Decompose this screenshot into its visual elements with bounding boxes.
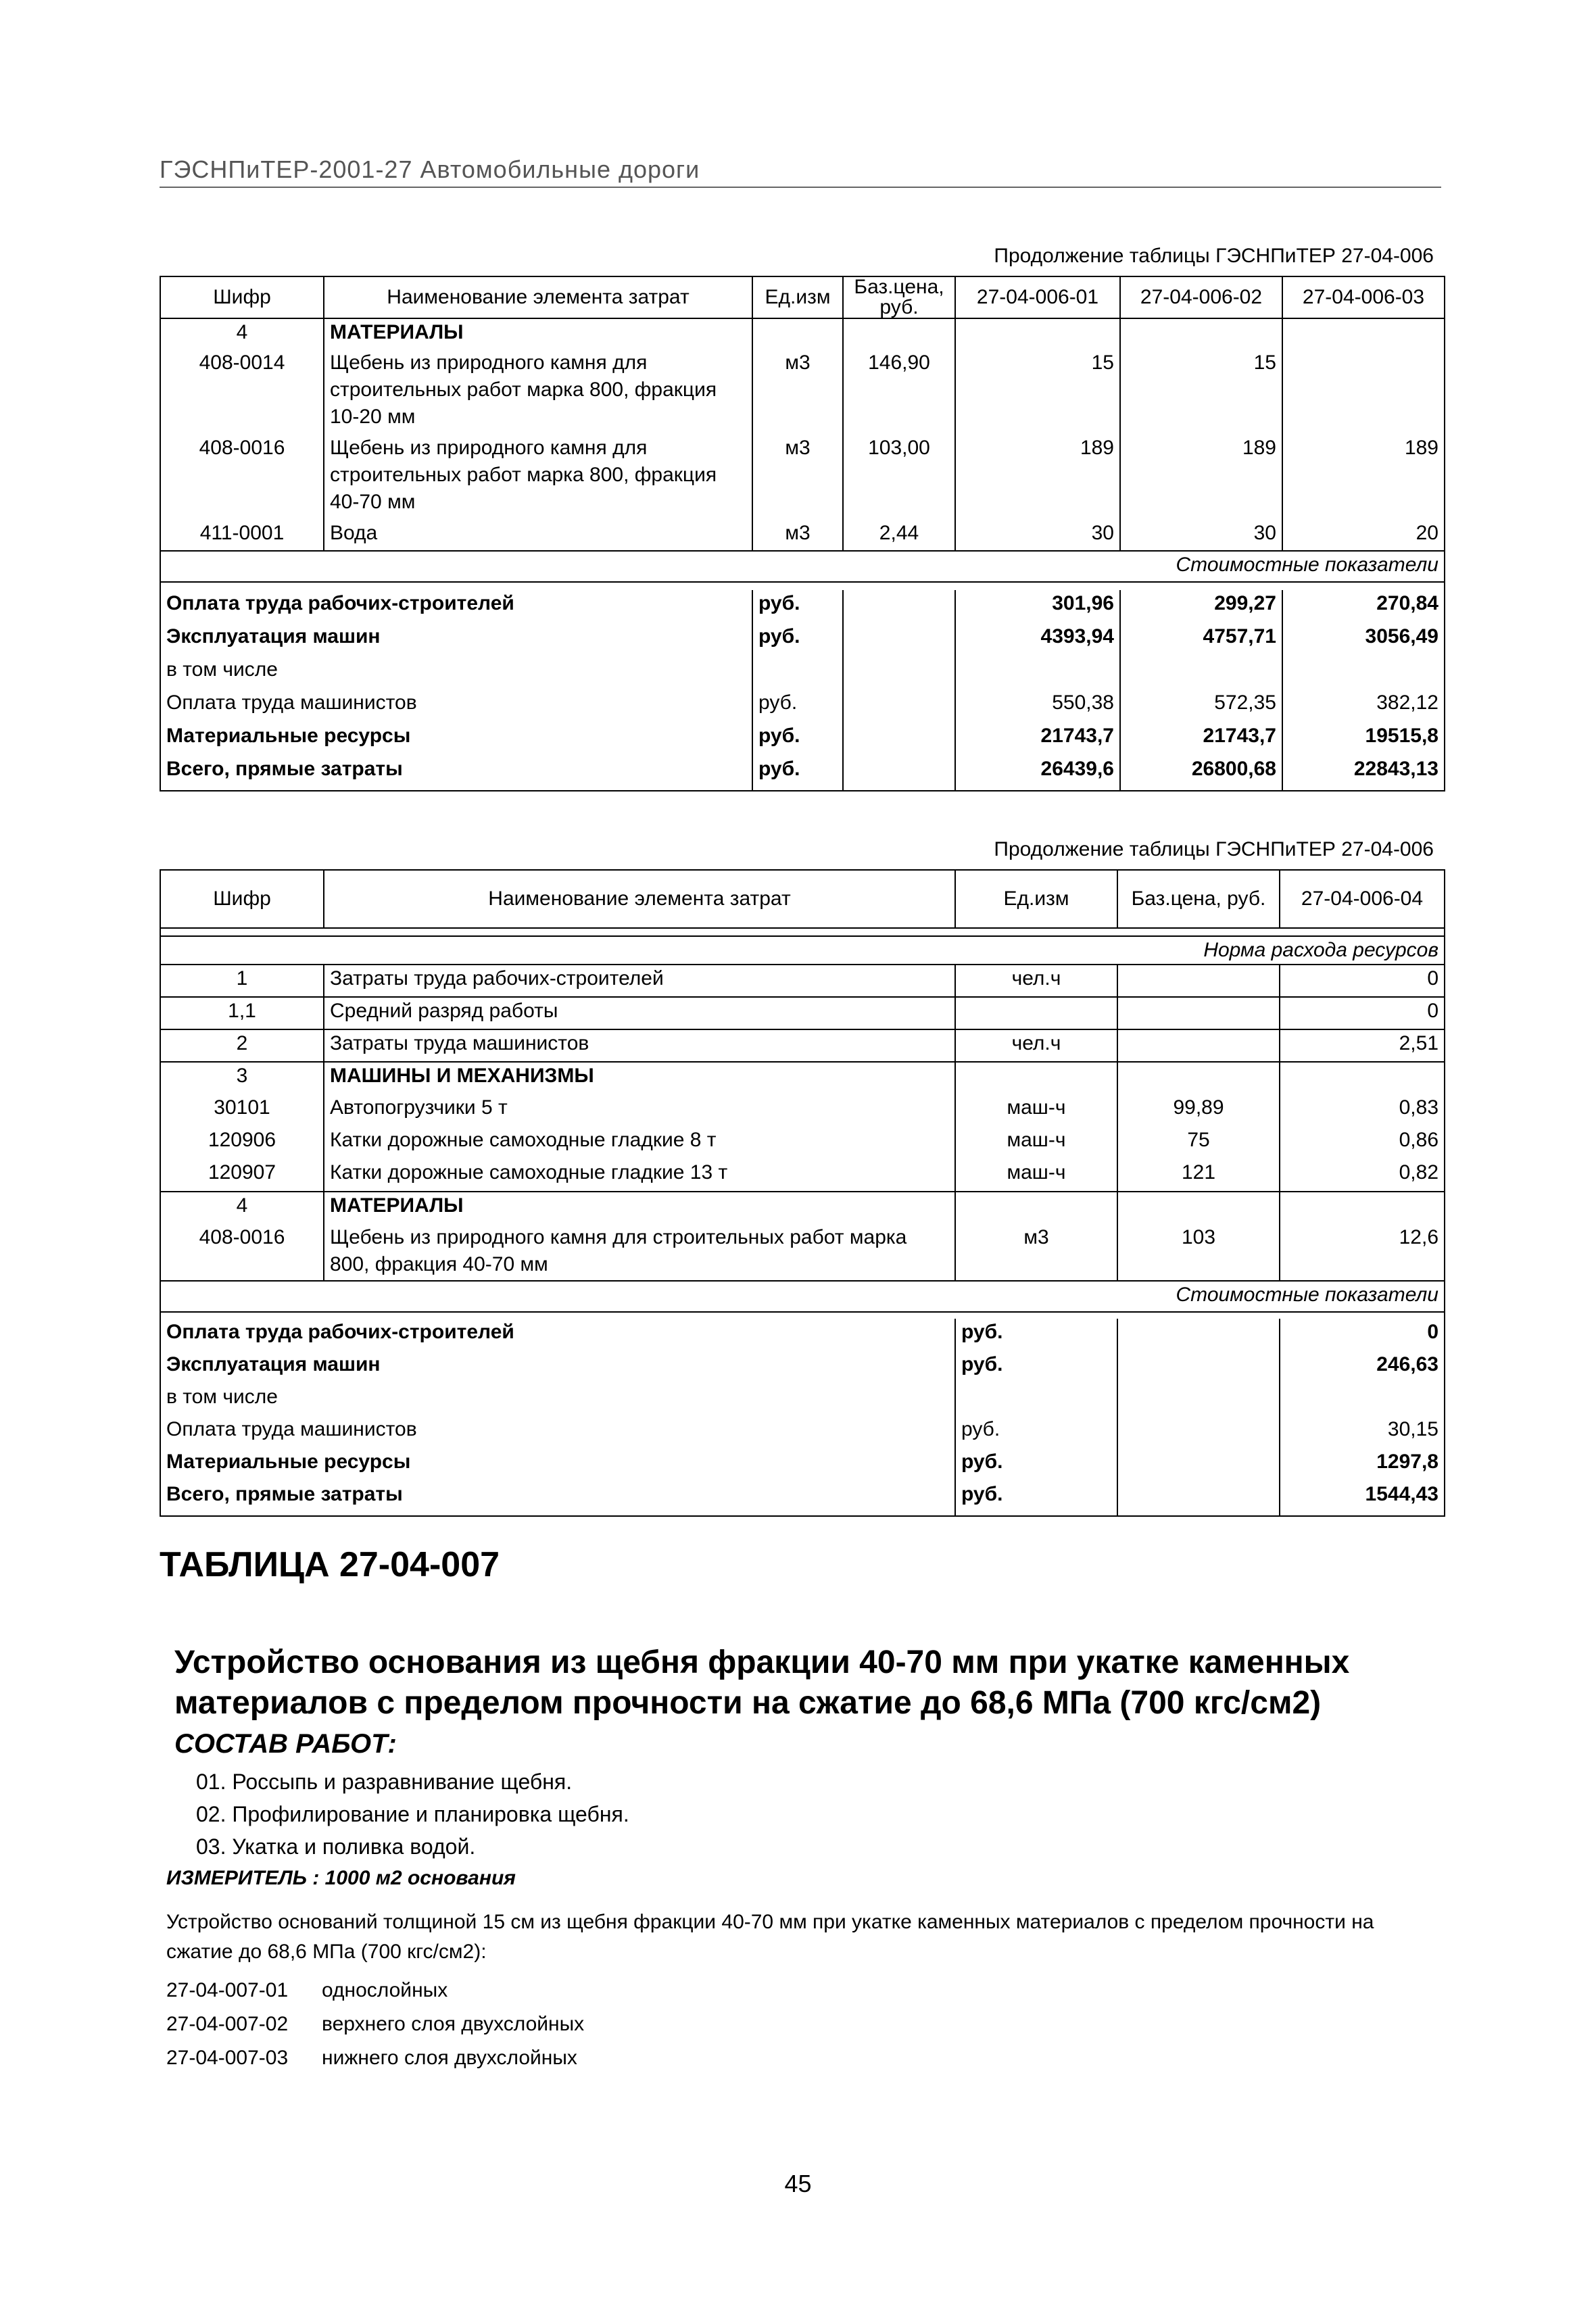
row-name: Автопогрузчики 5 т [324, 1094, 955, 1127]
cost-value-2: 572,35 [1120, 689, 1282, 723]
cost-unit: руб. [955, 1351, 1117, 1384]
cost-unit: руб. [752, 756, 843, 791]
cost-unit: руб. [752, 623, 843, 656]
row-name: Средний разряд работы [324, 997, 955, 1029]
variant-line [166, 1979, 448, 2002]
variant-line [166, 2047, 577, 2070]
cost-row [160, 1448, 1445, 1481]
norm-label-row [160, 936, 1445, 965]
col-header-price: Баз.цена, руб. [843, 276, 955, 318]
cost-name: Эксплуатация машин [160, 623, 752, 656]
operation-item: 01. Россыпь и разравнивание щебня. [196, 1770, 573, 1794]
row-name: Катки дорожные самоходные гладкие 8 т [324, 1127, 955, 1159]
row-value: 12,6 [1280, 1224, 1445, 1281]
cost-row [160, 623, 1445, 656]
row-unit: маш-ч [955, 1094, 1117, 1127]
row-unit: м3 [752, 435, 843, 520]
cost-name: Оплата труда рабочих-строителей [160, 1319, 955, 1351]
cost-value-2: 299,27 [1120, 590, 1282, 623]
col-header-name: Наименование элемента затрат [324, 276, 752, 318]
cost-value-3: 22843,13 [1282, 756, 1445, 791]
table-row [160, 435, 1445, 520]
cost-value: 30,15 [1280, 1416, 1445, 1448]
cost-unit: руб. [752, 689, 843, 723]
cost-unit: руб. [955, 1416, 1117, 1448]
row-code: 408-0016 [160, 435, 324, 520]
row-value-1: 15 [955, 349, 1120, 435]
variant-text: нижнего слоя двухслойных [322, 2047, 577, 2069]
table-row [160, 1029, 1445, 1062]
table2-continuation: Продолжение таблицы ГЭСНПиТЕР 27-04-006 [994, 838, 1434, 860]
cost-name: Материальные ресурсы [160, 1448, 955, 1481]
cost-value-1: 550,38 [955, 689, 1120, 723]
cost-name: Всего, прямые затраты [160, 756, 752, 791]
col-header-name: Наименование элемента затрат [324, 870, 955, 928]
cost-value: 1544,43 [1280, 1481, 1445, 1516]
cost-row [160, 723, 1445, 756]
row-value-3: 189 [1282, 435, 1445, 520]
row-code: 408-0014 [160, 349, 324, 435]
col-header-code: Шифр [160, 276, 324, 318]
cost-value-1: 301,96 [955, 590, 1120, 623]
cost-value: 246,63 [1280, 1351, 1445, 1384]
section-num: 3 [160, 1062, 324, 1094]
row-value: 0 [1280, 965, 1445, 997]
row-name: Затраты труда машинистов [324, 1029, 955, 1062]
section-num: 4 [160, 318, 324, 349]
section-row [160, 1062, 1445, 1094]
cost-name: Всего, прямые затраты [160, 1481, 955, 1516]
col-header-unit: Ед.изм [955, 870, 1117, 928]
row-value-2: 189 [1120, 435, 1282, 520]
cost-row [160, 656, 1445, 689]
table-row [160, 349, 1445, 435]
cost-value-3: 270,84 [1282, 590, 1445, 623]
row-price [1117, 965, 1280, 997]
cost-unit: руб. [955, 1448, 1117, 1481]
cost-unit: руб. [955, 1481, 1117, 1516]
row-unit: маш-ч [955, 1159, 1117, 1192]
cost-name: Материальные ресурсы [160, 723, 752, 756]
cost-value: 1297,8 [1280, 1448, 1445, 1481]
table-row [160, 1159, 1445, 1192]
variant-code: 27-04-007-03 [166, 2047, 289, 2069]
cost-value-3: 3056,49 [1282, 623, 1445, 656]
table-row [160, 997, 1445, 1029]
col-header-variant-3: 27-04-006-03 [1282, 276, 1445, 318]
row-code: 411-0001 [160, 520, 324, 551]
row-code: 2 [160, 1029, 324, 1062]
cost-value-1: 21743,7 [955, 723, 1120, 756]
row-unit: м3 [752, 349, 843, 435]
table-row [160, 520, 1445, 551]
section-row [160, 318, 1445, 349]
cost-unit: руб. [752, 723, 843, 756]
row-unit: чел.ч [955, 1029, 1117, 1062]
norm-label: Норма расхода ресурсов [160, 936, 1445, 965]
row-value-3: 20 [1282, 520, 1445, 551]
row-name: Щебень из природного камня для строительных работ марка 800, фракция 10-20 мм [324, 349, 752, 435]
cost-value-3: 19515,8 [1282, 723, 1445, 756]
row-value: 2,51 [1280, 1029, 1445, 1062]
cost-name: Оплата труда рабочих-строителей [160, 590, 752, 623]
section-title: МАТЕРИАЛЫ [324, 1192, 955, 1224]
cost-value-2 [1120, 656, 1282, 689]
section-title: МАШИНЫ И МЕХАНИЗМЫ [324, 1062, 955, 1094]
row-value-1: 30 [955, 520, 1120, 551]
cost-value-3 [1282, 656, 1445, 689]
operation-item: 03. Укатка и поливка водой. [196, 1834, 476, 1859]
variant-line [166, 2013, 584, 2036]
cost-value-1: 26439,6 [955, 756, 1120, 791]
row-unit: маш-ч [955, 1127, 1117, 1159]
row-price: 2,44 [843, 520, 955, 551]
section-row [160, 1192, 1445, 1224]
cost-label: Стоимостные показатели [160, 551, 1445, 582]
cost-unit [752, 656, 843, 689]
resource-table-2 [160, 869, 1445, 1517]
cost-value [1280, 1384, 1445, 1416]
row-value: 0,83 [1280, 1094, 1445, 1127]
meter-line [166, 1867, 516, 1890]
variant-text: верхнего слоя двухслойных [322, 2013, 585, 2035]
cost-label: Стоимостные показатели [160, 1281, 1445, 1312]
cost-name: в том числе [160, 1384, 955, 1416]
variant-text: однослойных [322, 1979, 448, 2001]
table-header-row [160, 276, 1445, 318]
col-header-unit: Ед.изм [752, 276, 843, 318]
section-heading: Устройство основания из щебня фракции 40-70 мм при укатке каменных материалов с пределом прочности на сжатие до 68,6 МПа (700 кгс/см2) [174, 1644, 1350, 1721]
row-value-1: 189 [955, 435, 1120, 520]
row-unit: чел.ч [955, 965, 1117, 997]
row-value: 0 [1280, 997, 1445, 1029]
row-value: 0,82 [1280, 1159, 1445, 1192]
row-value-3 [1282, 349, 1445, 435]
table-title: ТАБЛИЦА 27-04-007 [160, 1545, 500, 1584]
cost-value-3: 382,12 [1282, 689, 1445, 723]
row-price: 99,89 [1117, 1094, 1280, 1127]
page-number: 45 [784, 2170, 812, 2197]
variant-code: 27-04-007-02 [166, 2013, 289, 2035]
row-code: 120907 [160, 1159, 324, 1192]
cost-name: в том числе [160, 656, 752, 689]
cost-label-row [160, 551, 1445, 582]
section-num: 4 [160, 1192, 324, 1224]
row-price: 121 [1117, 1159, 1280, 1192]
row-value-2: 30 [1120, 520, 1282, 551]
row-code: 120906 [160, 1127, 324, 1159]
row-unit [955, 997, 1117, 1029]
cost-row [160, 1481, 1445, 1516]
row-name: Вода [324, 520, 752, 551]
cost-row [160, 1319, 1445, 1351]
operation-item: 02. Профилирование и планировка щебня. [196, 1802, 629, 1826]
table1-continuation: Продолжение таблицы ГЭСНПиТЕР 27-04-006 [994, 245, 1434, 267]
work-composition-label: СОСТАВ РАБОТ: [174, 1729, 397, 1759]
cost-value-2: 4757,71 [1120, 623, 1282, 656]
col-header-variant-1: 27-04-006-01 [955, 276, 1120, 318]
table-row [160, 965, 1445, 997]
row-name: Затраты труда рабочих-строителей [324, 965, 955, 997]
row-code: 1,1 [160, 997, 324, 1029]
table-row [160, 1224, 1445, 1281]
cost-row [160, 1351, 1445, 1384]
meter-label: ИЗМЕРИТЕЛЬ : [166, 1867, 320, 1889]
table-row [160, 1094, 1445, 1127]
cost-value-1 [955, 656, 1120, 689]
cost-row [160, 590, 1445, 623]
cost-unit: руб. [752, 590, 843, 623]
resource-table-1 [160, 276, 1445, 791]
cost-row [160, 1416, 1445, 1448]
cost-value-2: 21743,7 [1120, 723, 1282, 756]
cost-name: Эксплуатация машин [160, 1351, 955, 1384]
section-description: Устройство оснований толщиной 15 см из щебня фракции 40-70 мм при укатке каменных материалов с пределом прочности на сжатие до 68,6 МПа (700 кгс/см2): [166, 1911, 1374, 1963]
cost-row [160, 756, 1445, 791]
row-code: 30101 [160, 1094, 324, 1127]
cost-unit: руб. [955, 1319, 1117, 1351]
cost-label-row [160, 1281, 1445, 1312]
cost-unit [955, 1384, 1117, 1416]
cost-value-2: 26800,68 [1120, 756, 1282, 791]
cost-name: Оплата труда машинистов [160, 1416, 955, 1448]
row-price: 103,00 [843, 435, 955, 520]
col-header-price: Баз.цена, руб. [1117, 870, 1280, 928]
row-unit: м3 [752, 520, 843, 551]
cost-name: Оплата труда машинистов [160, 689, 752, 723]
header-rule [160, 187, 1441, 188]
col-header-code: Шифр [160, 870, 324, 928]
running-header: ГЭСНПиТЕР-2001-27 Автомобильные дороги [160, 155, 700, 183]
cost-row [160, 689, 1445, 723]
cost-value: 0 [1280, 1319, 1445, 1351]
row-name: Катки дорожные самоходные гладкие 13 т [324, 1159, 955, 1192]
row-code: 1 [160, 965, 324, 997]
row-value: 0,86 [1280, 1127, 1445, 1159]
cost-row [160, 1384, 1445, 1416]
cost-value-1: 4393,94 [955, 623, 1120, 656]
col-header-variant-4: 27-04-006-04 [1280, 870, 1445, 928]
row-value-2: 15 [1120, 349, 1282, 435]
variant-code: 27-04-007-01 [166, 1979, 289, 2001]
row-name: Щебень из природного камня для строительных работ марка 800, фракция 40-70 мм [324, 1224, 955, 1281]
row-price: 103 [1117, 1224, 1280, 1281]
section-title: МАТЕРИАЛЫ [324, 318, 752, 349]
row-price [1117, 997, 1280, 1029]
col-header-variant-2: 27-04-006-02 [1120, 276, 1282, 318]
row-code: 408-0016 [160, 1224, 324, 1281]
row-price [1117, 1029, 1280, 1062]
table-header-row [160, 870, 1445, 928]
row-name: Щебень из природного камня для строительных работ марка 800, фракция 40-70 мм [324, 435, 752, 520]
row-price: 75 [1117, 1127, 1280, 1159]
meter-value: 1000 м2 основания [324, 1867, 516, 1889]
table-row [160, 1127, 1445, 1159]
row-price: 146,90 [843, 349, 955, 435]
row-unit: м3 [955, 1224, 1117, 1281]
